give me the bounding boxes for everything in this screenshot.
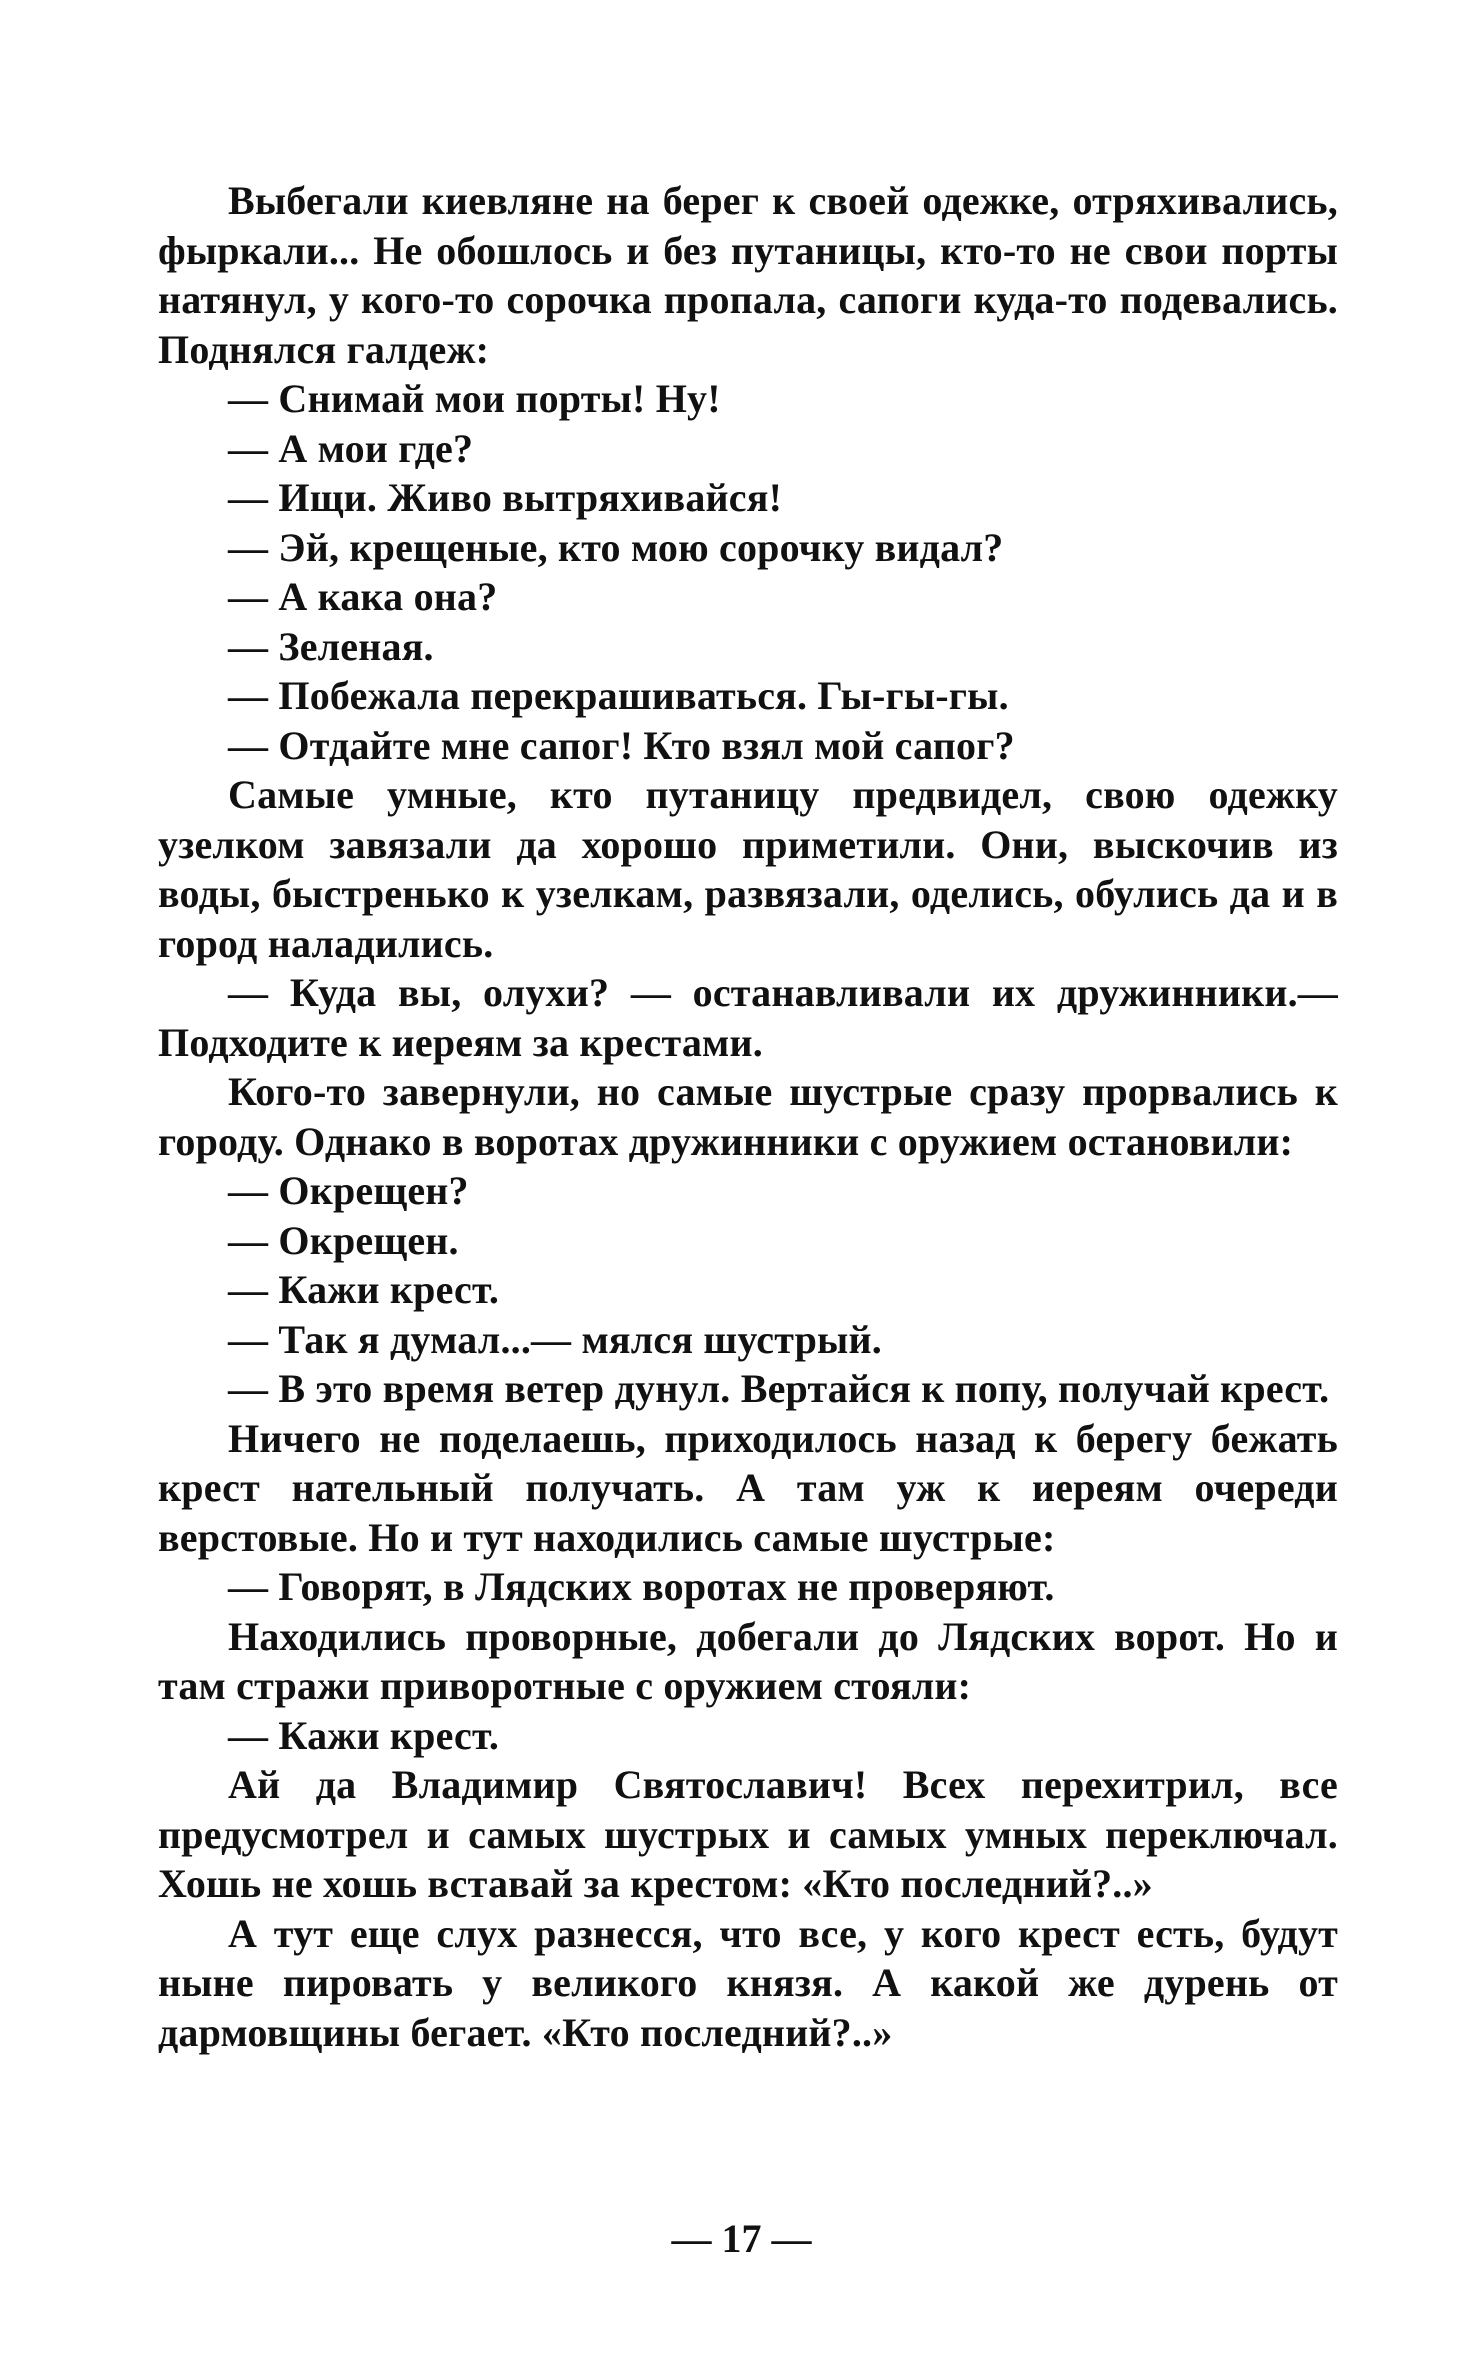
dialogue-line: — Куда вы, олухи? — останавливали их дружинники.— Подходите к иереям за крестами.	[158, 970, 1338, 1065]
dialogue-line: — В это время ветер дунул. Вертайся к попу, получай крест.	[228, 1366, 1330, 1411]
paragraph: Самые умные, кто путаницу предвидел, свою одежку узелком завязали да хорошо приметили. Они, выскочив из воды, быстренько к узелкам, развязали, оделись, обулись да и в город наладились.	[158, 772, 1338, 966]
dialogue-line: — Кажи крест.	[228, 1267, 500, 1312]
paragraph: Кого-то завернули, но самые шустрые сразу прорвались к городу. Однако в воротах дружинники с оружием остановили:	[158, 1069, 1338, 1164]
dialogue-line: — Отдайте мне сапог! Кто взял мой сапог?	[228, 722, 1015, 768]
dialogue-line: — Окрещен?	[228, 1168, 469, 1213]
dialogue-line: — Кажи крест.	[228, 1712, 500, 1758]
paragraph: Выбегали киевляне на берег к своей одежке, отряхивались, фыркали... Не обошлось и без путаницы, кто-то не свои порты натянул, у кого-то сорочка пропала, сапоги куда-то подевались. Поднялся галдеж:	[158, 178, 1338, 372]
paragraph: Ай да Владимир Святославич! Всех перехитрил, все предусмотрел и самых шустрых и самых умных переключал. Хошь не хошь вставай за крестом: «Кто последний?..»	[158, 1762, 1338, 1906]
dialogue-line: — Эй, крещеные, кто мою сорочку видал?	[228, 524, 1004, 570]
paragraph: Ничего не поделаешь, приходилось назад к берегу бежать крест нательный получать. А там уж к иереям очереди верстовые. Но и тут находились самые шустрые:	[158, 1415, 1338, 1560]
dialogue-line: — Говорят, в Лядских воротах не проверяют.	[228, 1564, 1055, 1609]
dialogue-line: — Зеленая.	[228, 623, 434, 669]
paragraph: А тут еще слух разнесся, что все, у кого крест есть, будут ныне пировать у великого князя. А какой же дурень от дармовщины бегает. «Кто последний?..»	[158, 1910, 1338, 2055]
page-number: — 17 —	[671, 2216, 812, 2261]
dialogue-line: — Снимай мои порты! Ну!	[228, 376, 721, 421]
dialogue-line: — Ищи. Живо вытряхивайся!	[228, 475, 783, 520]
paragraph: Находились проворные, добегали до Лядских ворот. Но и там стражи приворотные с оружием стояли:	[158, 1613, 1338, 1708]
dialogue-line: — Побежала перекрашиваться. Гы-гы-гы.	[228, 673, 1009, 718]
dialogue-line: — А кака она?	[228, 574, 498, 619]
dialogue-line: — Так я думал...— мялся шустрый.	[228, 1316, 882, 1362]
dialogue-line: — А мои где?	[228, 425, 474, 471]
page-body	[158, 176, 1338, 2057]
dialogue-line: — Окрещен.	[228, 1217, 459, 1263]
